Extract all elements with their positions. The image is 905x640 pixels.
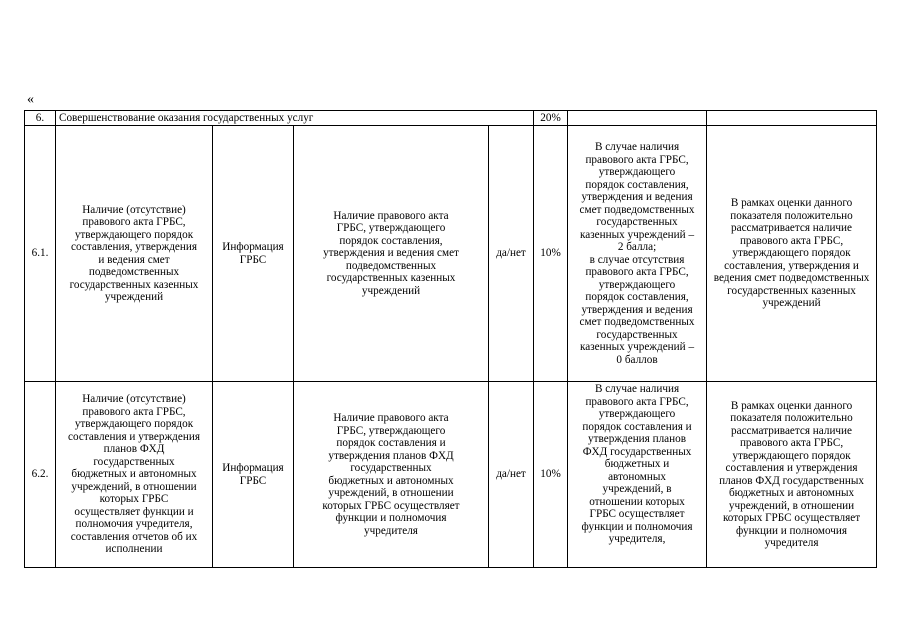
- section-row: [25, 111, 877, 126]
- row-number: 6.1.: [25, 126, 56, 382]
- weight: 10%: [534, 382, 568, 568]
- section-comment-empty: [707, 111, 877, 126]
- unit: да/нет: [489, 382, 534, 568]
- comment: В рамках оценки данного показателя положительно рассматривается наличие правового акта ГРБС, утверждающего порядок составления и утверждения планов ФХД государственных бюджетных и автономных учреждений, в отношении которых ГРБС осуществляет функции и полномочия учредителя: [707, 382, 877, 568]
- section-weight: 20%: [534, 111, 568, 126]
- data-source: Информация ГРБС: [213, 382, 294, 568]
- indicator-name: Наличие (отсутствие) правового акта ГРБС, утверждающего порядок составления и утверждения планов ФХД государственных бюджетных и автономных учреждений, в отношении которых ГРБС осуществляет функции и полномочия учредителя, составления отчетов об их исполнении: [56, 382, 213, 568]
- table-row: [25, 126, 877, 382]
- data-source: Информация ГРБС: [213, 126, 294, 382]
- section-title: Совершенствование оказания государственных услуг: [56, 111, 534, 126]
- table-row: [25, 382, 877, 568]
- weight: 10%: [534, 126, 568, 382]
- indicator-description: Наличие правового акта ГРБС, утверждающего порядок составления, утверждения и ведения смет подведомственных государственных казенных учреждений: [294, 126, 489, 382]
- scoring-rule: В случае наличия правового акта ГРБС, утверждающего порядок составления и утверждения планов ФХД государственных бюджетных и автономных учреждений, в отношении которых ГРБС осуществляет функции и полномочия учредителя,: [568, 382, 707, 568]
- section-scoring-empty: [568, 111, 707, 126]
- comment: В рамках оценки данного показателя положительно рассматривается наличие правового акта ГРБС, утверждающего порядок составления, утверждения и ведения смет подведомственных государственных казенных учреждений: [707, 126, 877, 382]
- opening-quote-mark: «: [27, 92, 34, 107]
- unit: да/нет: [489, 126, 534, 382]
- row-number: 6.2.: [25, 382, 56, 568]
- section-number: 6.: [25, 111, 56, 126]
- indicators-table: [24, 110, 877, 568]
- indicator-name: Наличие (отсутствие) правового акта ГРБС, утверждающего порядок составления, утверждения и ведения смет подведомственных государственных казенных учреждений: [56, 126, 213, 382]
- indicator-description: Наличие правового акта ГРБС, утверждающего порядок составления и утверждения планов ФХД государственных бюджетных и автономных учреждений, в отношении которых ГРБС осуществляет функции и полномочия учредителя: [294, 382, 489, 568]
- scoring-rule: В случае наличия правового акта ГРБС, утверждающего порядок составления, утверждения и ведения смет подведомственных государственных казенных учреждений – 2 балла; в случае отсутствия правового акта ГРБС, утверждающего порядок составления, утверждения и ведения смет подведомственных государственных казенных учреждений – 0 баллов: [568, 126, 707, 382]
